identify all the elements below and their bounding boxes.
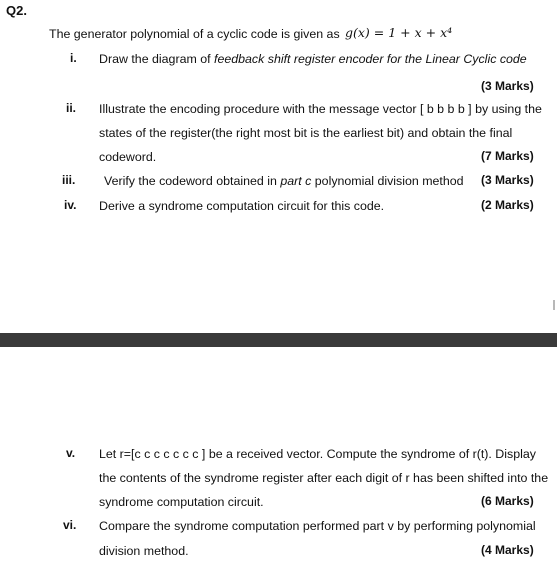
item-v-line1: Let r=[c c c c c c c ] be a received vector. Compute the syndrome of r(t). Display (99, 447, 536, 461)
generator-polynomial: g(x) = 1 + x + x⁴ (345, 25, 453, 40)
item-iii-text (104, 173, 464, 189)
page-edge-mark (553, 300, 555, 310)
item-iv-number: iv. (64, 198, 77, 212)
item-vi-line2: division method. (99, 544, 189, 558)
item-ii-line3: codeword. (99, 150, 157, 164)
item-ii-line2: states of the register(the right most bit is the earliest bit) and obtain the final (99, 126, 513, 140)
item-vi-number: vi. (63, 518, 77, 532)
item-i-text-italic: feedback shift register encoder for the Linear Cyclic code (214, 52, 527, 66)
item-iii-text-pre: Verify the codeword obtained in (104, 174, 281, 188)
item-ii-line1: Illustrate the encoding procedure with the message vector [ b b b b ] by using the (99, 102, 542, 116)
item-vi-marks: (4 Marks) (481, 543, 534, 557)
page-break-divider (0, 333, 557, 347)
item-i-text (99, 51, 527, 67)
item-iii-marks: (3 Marks) (481, 173, 534, 187)
item-iii-text-post: polynomial division method (311, 174, 464, 188)
item-iv-marks: (2 Marks) (481, 198, 534, 212)
item-ii-marks: (7 Marks) (481, 149, 534, 163)
item-v-marks: (6 Marks) (481, 494, 534, 508)
item-iii-number: iii. (62, 173, 76, 187)
item-iv-text: Derive a syndrome computation circuit for this code. (99, 199, 385, 213)
question-label: Q2. (6, 3, 27, 18)
item-vi-line1: Compare the syndrome computation performed part v by performing polynomial (99, 519, 536, 533)
item-iii-text-italic: part c (280, 174, 312, 188)
item-i-text-plain: Draw the diagram of (99, 52, 215, 66)
item-v-line2: the contents of the syndrome register after each digit of r has been shifted into the (99, 471, 549, 485)
item-i-marks: (3 Marks) (481, 79, 534, 93)
item-v-line3: syndrome computation circuit. (99, 495, 264, 509)
item-v-number: v. (66, 446, 76, 460)
intro-text: The generator polynomial of a cyclic code is given as (49, 27, 340, 41)
item-ii-number: ii. (66, 101, 77, 115)
item-i-number: i. (70, 51, 77, 65)
